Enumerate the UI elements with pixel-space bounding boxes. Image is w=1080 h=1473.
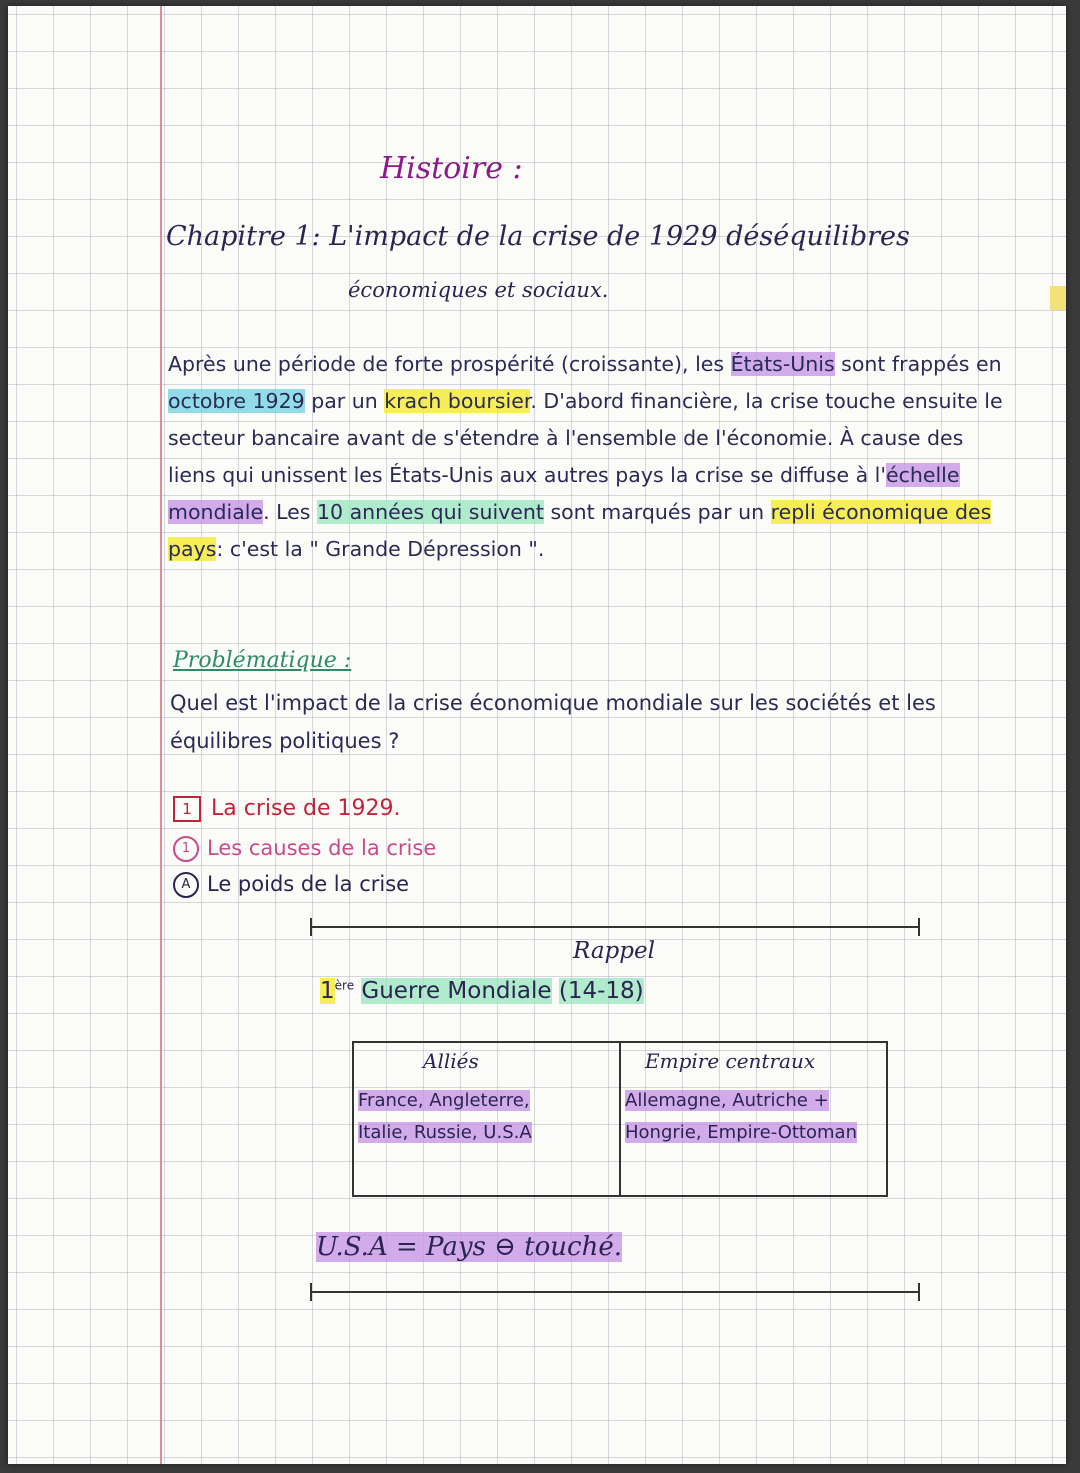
subsection-poids-label: Le poids de la crise	[207, 872, 410, 896]
highlight-dix-annees: 10 années qui suivent	[317, 500, 544, 524]
subsection-causes-label: Les causes de la crise	[207, 836, 437, 860]
central-line	[625, 1117, 882, 1149]
subsection-causes	[173, 836, 436, 862]
section-1-label: La crise de 1929.	[211, 796, 401, 821]
usa-note-text: U.S.A = Pays ⊖ touché.	[316, 1232, 623, 1262]
central-line	[625, 1085, 882, 1117]
table-row	[353, 1042, 887, 1196]
intro-text: . Les	[263, 500, 317, 524]
allies-header: Alliés	[423, 1049, 479, 1073]
intro-paragraph	[168, 346, 1008, 568]
chapter-subtitle: économiques et sociaux.	[348, 278, 609, 302]
alliances-table	[352, 1041, 888, 1197]
subsection-poids	[173, 872, 409, 898]
central-header: Empire centraux	[645, 1049, 816, 1073]
notebook-page	[8, 6, 1066, 1464]
intro-text: . D'abord financière, la crise touche ensuite le secteur bancaire avant de s'étendre à l'ensemble de l'économie. À cause des liens qui unissent les États-Unis aux autres pays la crise se diffuse à l'	[168, 389, 1003, 487]
page-title: Histoire :	[380, 151, 523, 186]
war-years: (14-18)	[558, 978, 644, 1004]
allies-line	[358, 1085, 615, 1117]
subsection-number-circle: A	[173, 872, 199, 898]
highlight-repli: repli économique des pays	[168, 500, 992, 561]
central-column	[620, 1042, 887, 1196]
allies-countries-2: Italie, Russie, U.S.A	[358, 1122, 532, 1143]
page-edge-tab	[1050, 286, 1066, 310]
highlight-etats-unis: États-Unis	[730, 352, 835, 376]
war-name: Guerre Mondiale	[361, 978, 552, 1004]
war-line	[320, 978, 644, 1004]
rappel-bottom-rule	[310, 1291, 920, 1293]
subsection-number-circle: 1	[173, 836, 199, 862]
allies-column	[353, 1042, 620, 1196]
allies-line	[358, 1117, 615, 1149]
intro-text: sont frappés en	[834, 352, 1002, 376]
highlight-krach: krach boursier	[384, 389, 531, 413]
section-number-box: 1	[173, 796, 201, 822]
section-1-heading	[173, 796, 400, 822]
intro-text: sont marqués par un	[543, 500, 771, 524]
rappel-top-rule	[310, 926, 920, 928]
highlight-echelle-mondiale: échelle mondiale	[168, 463, 960, 524]
war-ordinal: ère	[334, 978, 355, 993]
rappel-label: Rappel	[573, 938, 655, 964]
allies-countries-1: France, Angleterre,	[358, 1090, 530, 1111]
chapter-title: Chapitre 1: L'impact de la crise de 1929 déséquilibres	[166, 221, 910, 252]
war-number: 1	[320, 978, 335, 1004]
highlight-octobre-1929: octobre 1929	[168, 389, 305, 413]
intro-text: Après une période de forte prospérité (croissante), les	[168, 352, 731, 376]
problematique-text: Quel est l'impact de la crise économique mondiale sur les sociétés et les équilibres politiques ?	[170, 691, 936, 753]
intro-text: par un	[304, 389, 385, 413]
margin-line	[160, 6, 162, 1464]
intro-text: : c'est la " Grande Dépression ".	[216, 537, 545, 561]
problematique-label: Problématique :	[173, 648, 352, 673]
usa-note	[316, 1232, 622, 1262]
central-countries-2: Hongrie, Empire-Ottoman	[625, 1122, 857, 1143]
central-countries-1: Allemagne, Autriche +	[625, 1090, 829, 1111]
